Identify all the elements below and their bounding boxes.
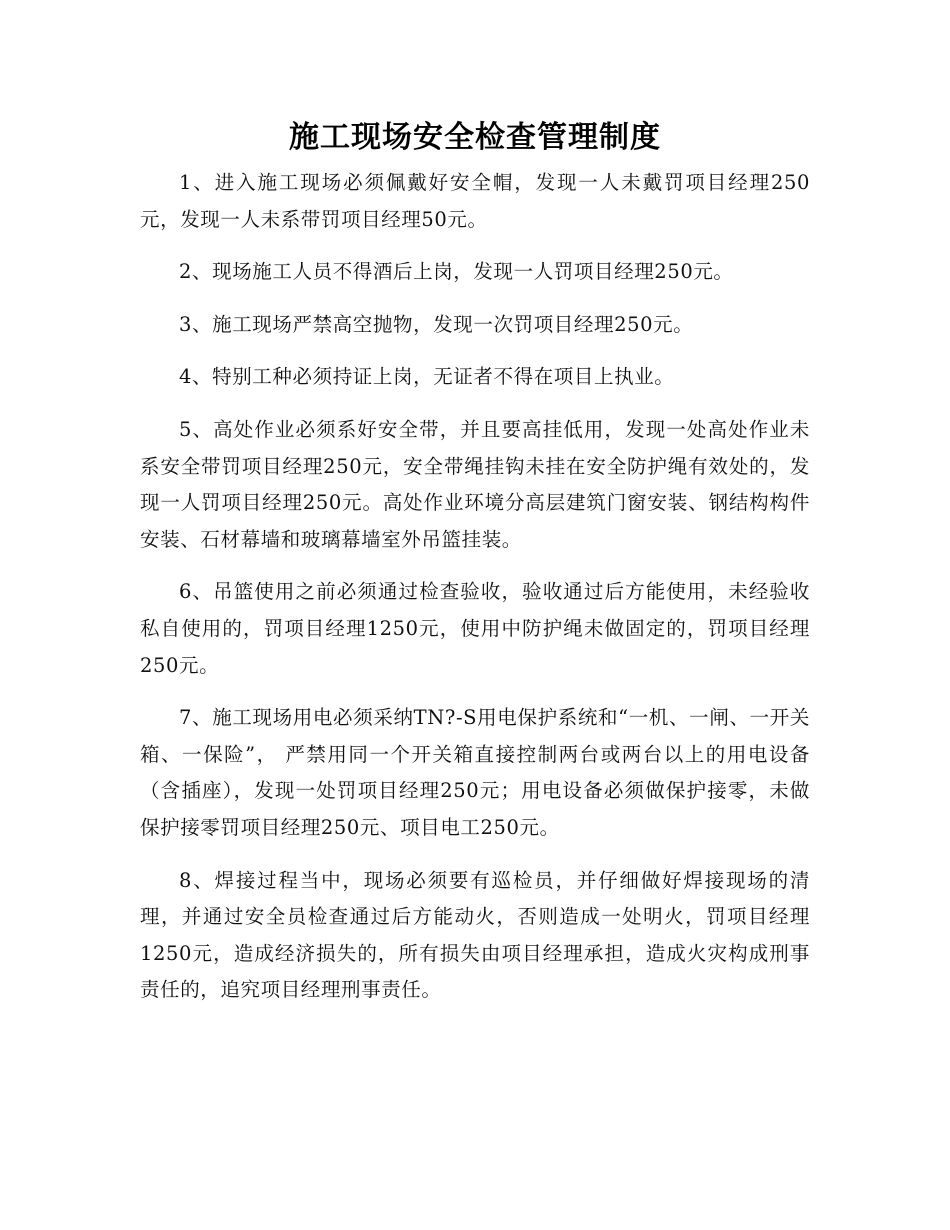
paragraph-4: 4、特别工种必须持证上岗，无证者不得在项目上执业。 — [179, 365, 675, 389]
paragraph-1: 1、进入施工现场必须佩戴好安全帽，发现一人未戴罚项目经理250元，发现一人未系带罚项目经理50元。 — [140, 171, 810, 231]
paragraph-2: 2、现场施工人员不得酒后上岗，发现一人罚项目经理250元。 — [179, 260, 734, 284]
paragraph-5: 5、高处作业必须系好安全带，并且要高挂低用，发现一处高处作业未系安全带罚项目经理250元，安全带绳挂钩未挂在安全防护绳有效处的，发现一人罚项目经理250元。高处作业环境分高层建筑门窗安装、钢结构构件安装、石材幕墙和玻璃幕墙室外吊篮挂装。 — [140, 417, 810, 551]
paragraph-3: 3、施工现场严禁高空抛物，发现一次罚项目经理250元。 — [179, 312, 694, 336]
document-title: 施工现场安全检查管理制度 — [289, 120, 661, 155]
paragraph-6: 6、吊篮使用之前必须通过检查验收，验收通过后方能使用，未经验收私自使用的，罚项目经理1250元，使用中防护绳未做固定的，罚项目经理250元。 — [140, 580, 810, 677]
paragraph-7: 7、施工现场用电必须采纳TN?-S用电保护系统和“一机、一闸、一开关箱、一保险”， 严禁用同一个开关箱直接控制两台或两台以上的用电设备（含插座），发现一处罚项目经理250元；用电设备必须做保护接零，未做保护接零罚项目经理250元、项目电工250元。 — [140, 706, 810, 839]
document-body — [140, 165, 810, 1025]
paragraph-8: 8、焊接过程当中，现场必须要有巡检员，并仔细做好焊接现场的清理，并通过安全员检查通过后方能动火，否则造成一处明火，罚项目经理1250元，造成经济损失的，所有损失由项目经理承担，造成火灾构成刑事责任的，追究项目经理刑事责任。 — [140, 868, 810, 1002]
